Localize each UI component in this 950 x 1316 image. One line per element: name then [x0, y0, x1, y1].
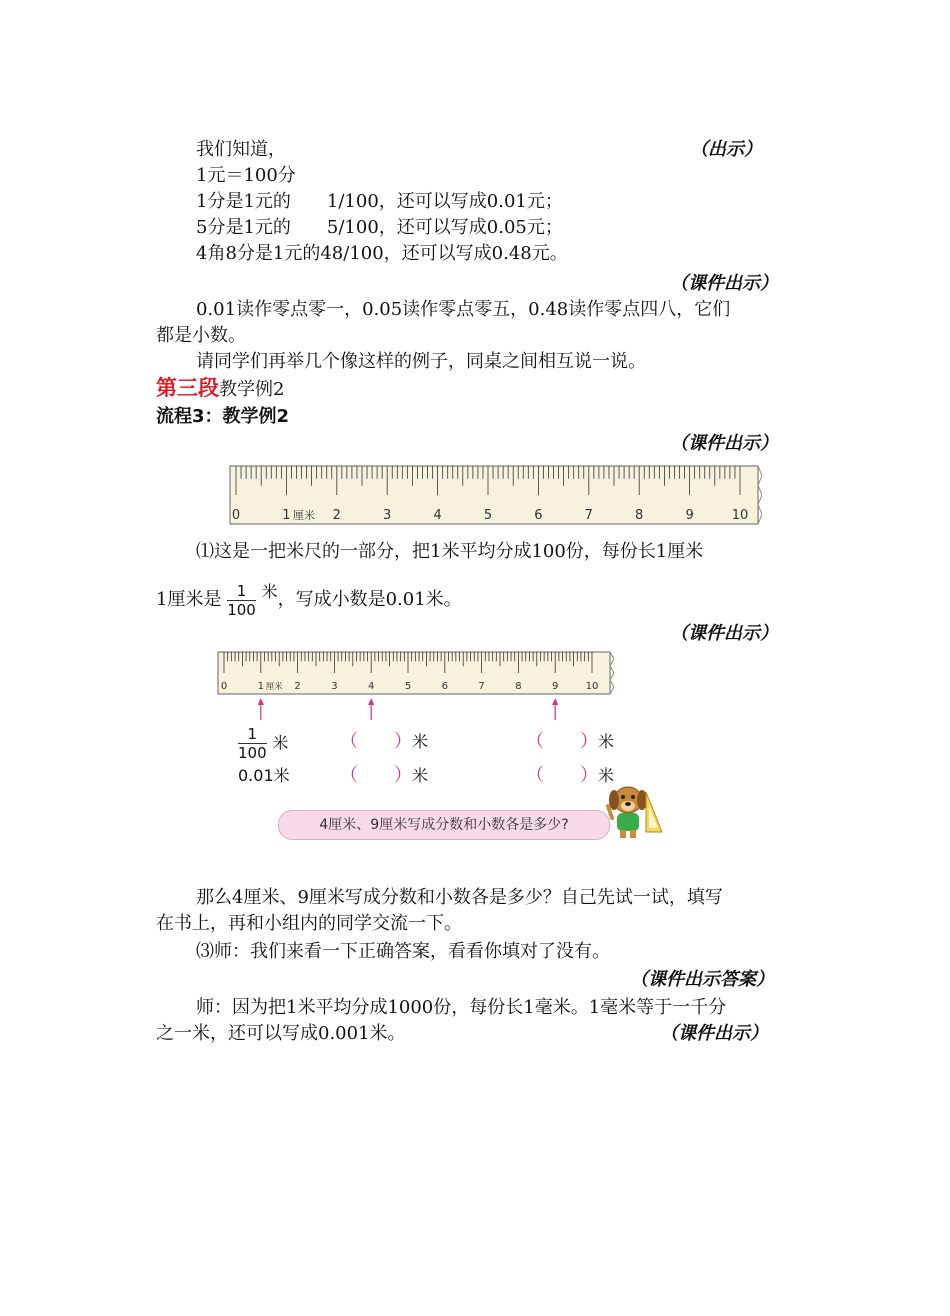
step1-frac-den: 100	[227, 600, 256, 619]
ruler-unit-label: 厘米	[265, 682, 283, 692]
ruler-tick-label: 7	[478, 681, 485, 692]
ruler-figure-1	[222, 462, 762, 528]
ruler-tick-label: 4	[368, 681, 375, 692]
ruler-figure-2	[214, 650, 614, 724]
ruler-tick-label: 6	[441, 681, 448, 692]
teacher-line-2: 之一米，还可以写成0.001米。	[156, 1023, 406, 1044]
ruler-tick-label: 4	[433, 508, 442, 523]
note-courseware-4: （课件出示）	[660, 1023, 768, 1044]
ruler-2	[218, 652, 614, 720]
section-head-red: 第三段	[156, 375, 219, 400]
ruler-tick-label: 6	[534, 508, 543, 523]
ruler-tick-label: 8	[515, 681, 522, 692]
fig-fraction-group	[238, 726, 288, 761]
ruler-tick-label: 9	[685, 508, 694, 523]
blank-9cm-fraction: （ ）米	[526, 731, 615, 752]
step1-text-a: 1厘米是	[156, 589, 222, 610]
note-answer: （课件出示答案）	[630, 969, 774, 990]
ruler-tick-label: 5	[483, 508, 493, 523]
ruler-unit-label: 厘米	[292, 509, 316, 522]
note-courseware-2: （课件出示）	[670, 433, 778, 454]
question-line-2: 在书上，再和小组内的同学交流一下。	[156, 913, 462, 934]
ruler-tick-label: 2	[294, 681, 301, 692]
ruler-tick-label: 0	[220, 681, 228, 692]
step1-line-1: ⑴这是一把米尺的一部分，把1米平均分成100份，每份长1厘米	[196, 541, 704, 562]
step1-frac-num: 1	[236, 581, 247, 600]
blank-4cm-decimal: （ ）米	[340, 765, 429, 786]
ruler-tick-label: 5	[404, 681, 412, 692]
fig-frac-den: 100	[238, 744, 267, 762]
line-48fen: 4角8分是1元的48/100，还可以写成0.48元。	[196, 243, 568, 264]
step1-line-2	[156, 574, 462, 618]
step3-line: ⑶师：我们来看一下正确答案，看看你填对了没有。	[196, 941, 610, 962]
ruler-tick-label: 0	[231, 508, 241, 523]
blank-4cm-fraction: （ ）米	[340, 731, 429, 752]
section-heading	[156, 376, 284, 402]
pointer-arrowhead	[552, 698, 558, 705]
ruler-tick-label: 10	[585, 681, 599, 692]
ruler-tick-label: 9	[552, 681, 559, 692]
ruler-tick-label: 3	[331, 681, 338, 692]
teacher-line-1: 师：因为把1米平均分成1000份，每份长1毫米。1毫米等于一千分	[196, 997, 727, 1018]
prompt-line: 请同学们再举几个像这样的例子，同桌之间相互说一说。	[196, 351, 646, 372]
note-courseware-3: （课件出示）	[670, 623, 778, 644]
pointer-arrowhead	[258, 698, 264, 705]
section-head-rest: 教学例2	[219, 379, 285, 400]
step1-unit: 米	[261, 582, 278, 601]
ruler-tick-label: 10	[731, 508, 749, 523]
note-courseware-1: （课件出示）	[670, 273, 778, 294]
fig-frac-num: 1	[247, 725, 258, 743]
reading-line-2: 都是小数。	[156, 325, 246, 346]
dog-mascot-icon	[600, 780, 670, 842]
we-know-text: 我们知道，	[196, 139, 286, 160]
ruler-1	[230, 466, 762, 524]
question-line-1: 那么4厘米、9厘米写成分数和小数各是多少？自己先试一试，填写	[196, 887, 723, 908]
line-yuan: 1元＝100分	[196, 165, 296, 186]
question-bubble: 4厘米、9厘米写成分数和小数各是多少?	[278, 810, 610, 840]
step1-fraction	[227, 583, 256, 618]
line-5fen: 5分是1元的 5/100，还可以写成0.05元；	[196, 217, 563, 238]
blank-9cm-decimal: （ ）米	[526, 765, 615, 786]
ruler-tick-label: 2	[332, 508, 341, 523]
ruler-tick-label: 3	[383, 508, 392, 523]
ruler-tick-label: 8	[635, 508, 644, 523]
flow-title: 流程3：教学例2	[156, 406, 290, 427]
pointer-arrowhead	[368, 698, 374, 705]
ruler-tick-label: 7	[584, 508, 593, 523]
fig-frac-unit: 米	[272, 733, 289, 753]
line-1fen: 1分是1元的 1/100，还可以写成0.01元；	[196, 191, 563, 212]
ruler-tick-label: 1	[282, 508, 291, 523]
reading-line-1: 0.01读作零点零一，0.05读作零点零五，0.48读作零点四八，它们	[196, 299, 731, 320]
ruler-tick-label: 1	[257, 681, 264, 692]
fig-fraction	[238, 726, 267, 761]
step1-text-b: ，写成小数是0.01米。	[277, 589, 462, 610]
note-show: （出示）	[690, 139, 762, 160]
fig-decimal: 0.01米	[238, 766, 290, 785]
